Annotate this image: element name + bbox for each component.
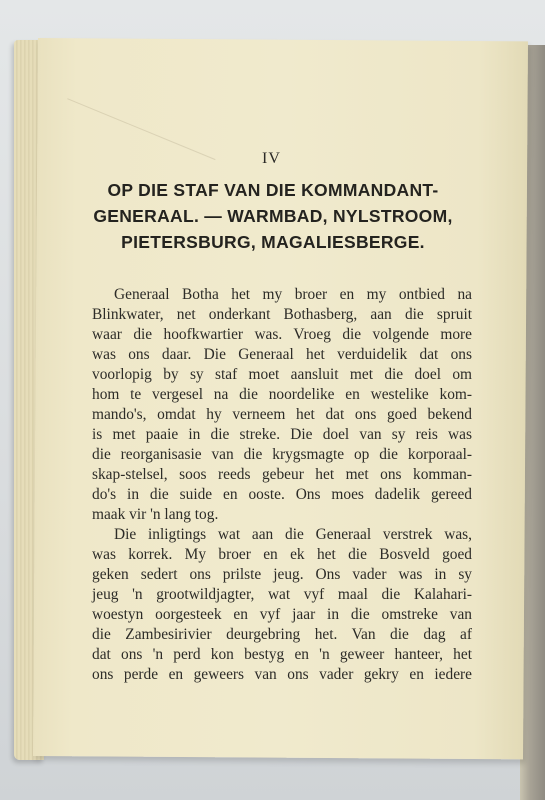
body-line: was korrek. My broer en ek het die Bosveld goed xyxy=(92,546,472,563)
chapter-heading-line-3: PIETERSBURG, MAGALIESBERGE. xyxy=(121,232,425,252)
body-line: was ons daar. Die Generaal het verduidelik dat ons xyxy=(92,346,472,363)
body-line: do's in die suide en ooste. Ons moes dadelik gereed xyxy=(92,486,472,503)
body-line: ons perde en geweers van ons vader gekry en iedere xyxy=(92,666,472,683)
body-line: hom te vergesel na die noordelike en westelike kom- xyxy=(92,386,472,403)
body-line: waar die hoofkwartier was. Vroeg die volgende more xyxy=(92,326,472,343)
body-line: geken sedert ons prilste jeug. Ons vader was in sy xyxy=(92,566,472,583)
body-line: Generaal Botha het my broer en my ontbied na xyxy=(114,286,472,303)
chapter-heading-line-2: GENERAAL. — WARMBAD, NYLSTROOM, xyxy=(93,206,453,226)
body-line: mando's, omdat hy verneem het dat ons goed bekend xyxy=(92,406,472,423)
chapter-number: IV xyxy=(262,150,281,167)
body-line: woestyn oorgesteek en vyf jaar in die omstreke van xyxy=(92,606,472,623)
body-line: jeug 'n grootwildjagter, wat vyf maal die Kalahari- xyxy=(92,586,472,603)
body-line: maak vir 'n lang tog. xyxy=(92,506,219,523)
body-line: Blinkwater, net onderkant Bothasberg, aan die spruit xyxy=(92,306,472,323)
body-line: Die inligtings wat aan die Generaal verstrek was, xyxy=(114,526,472,543)
body-line: dat ons 'n perd kon bestyg en 'n geweer hanteer, het xyxy=(92,646,472,663)
body-line: voorlopig by sy staf moet aansluit met die doel om xyxy=(92,366,472,383)
body-line: die reorganisasie van die krygsmagte op die korporaal- xyxy=(92,446,472,463)
body-line: is met paaie in die streke. Die doel van sy reis was xyxy=(92,426,472,443)
body-line: die Zambesirivier deurgebring het. Van die dag af xyxy=(92,626,472,643)
chapter-heading-line-1: OP DIE STAF VAN DIE KOMMANDANT- xyxy=(107,180,439,200)
body-line: skap-stelsel, soos reeds gebeur het met ons komman- xyxy=(92,466,472,483)
